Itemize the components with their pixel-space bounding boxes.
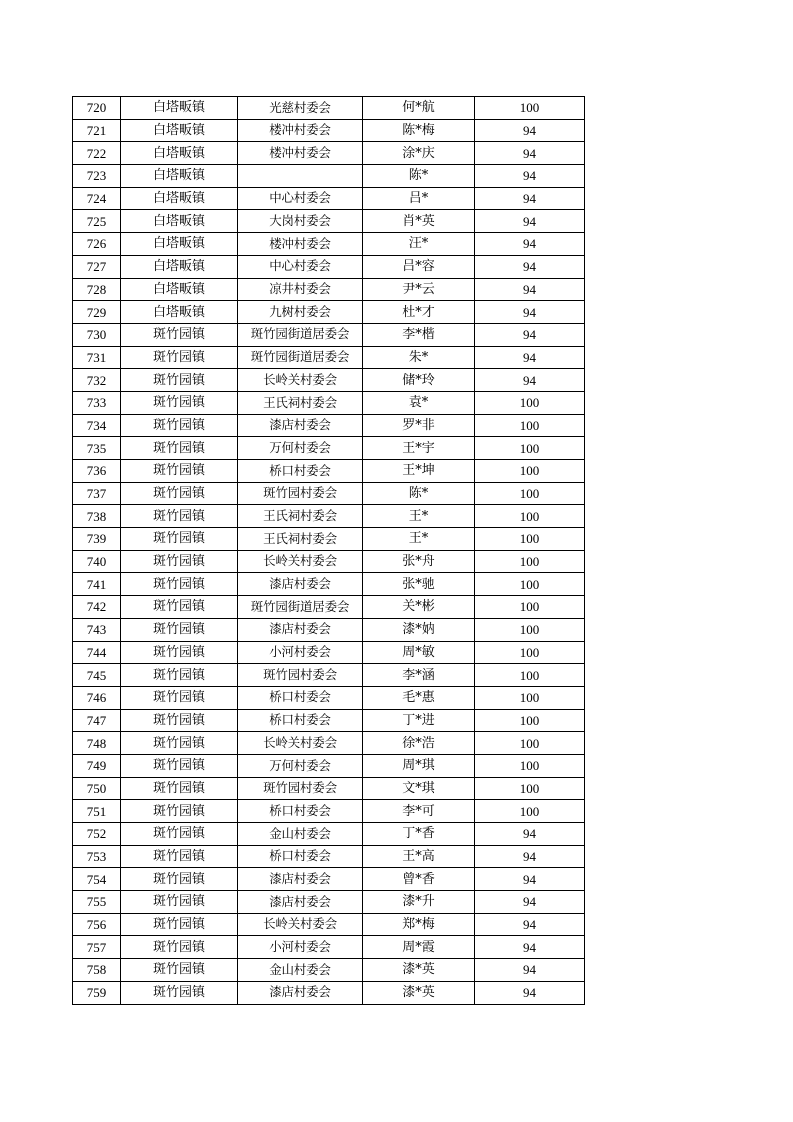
town-cell: 斑竹园镇: [121, 596, 238, 619]
row-number-cell: 738: [73, 505, 121, 528]
person-name-cell: 李*可: [363, 800, 475, 823]
village-committee-cell: 漆店村委会: [238, 981, 363, 1004]
table-row: [73, 165, 585, 188]
person-name-cell: 王*高: [363, 845, 475, 868]
score-cell: 100: [475, 686, 585, 709]
score-cell: 100: [475, 97, 585, 120]
row-number-cell: 753: [73, 845, 121, 868]
person-name-cell: 漆*英: [363, 959, 475, 982]
person-name-cell: 王*坤: [363, 460, 475, 483]
table-row: [73, 959, 585, 982]
town-cell: 斑竹园镇: [121, 981, 238, 1004]
village-committee-cell: 大岗村委会: [238, 210, 363, 233]
table-row: [73, 301, 585, 324]
person-name-cell: 张*舟: [363, 550, 475, 573]
table-row: [73, 641, 585, 664]
person-name-cell: 肖*英: [363, 210, 475, 233]
village-committee-cell: 楼冲村委会: [238, 142, 363, 165]
town-cell: 斑竹园镇: [121, 823, 238, 846]
score-cell: 94: [475, 981, 585, 1004]
row-number-cell: 759: [73, 981, 121, 1004]
town-cell: 斑竹园镇: [121, 959, 238, 982]
village-committee-cell: 桥口村委会: [238, 686, 363, 709]
table-body: [73, 97, 585, 1005]
person-name-cell: 陈*: [363, 165, 475, 188]
table-row: [73, 845, 585, 868]
person-name-cell: 杜*才: [363, 301, 475, 324]
score-cell: 94: [475, 868, 585, 891]
data-table: [72, 96, 585, 1005]
town-cell: 白塔畈镇: [121, 210, 238, 233]
person-name-cell: 张*驰: [363, 573, 475, 596]
table-row: [73, 505, 585, 528]
person-name-cell: 王*宇: [363, 437, 475, 460]
row-number-cell: 742: [73, 596, 121, 619]
person-name-cell: 涂*庆: [363, 142, 475, 165]
town-cell: 白塔畈镇: [121, 278, 238, 301]
person-name-cell: 何*航: [363, 97, 475, 120]
row-number-cell: 746: [73, 686, 121, 709]
table-row: [73, 686, 585, 709]
score-cell: 100: [475, 709, 585, 732]
score-cell: 100: [475, 460, 585, 483]
score-cell: 100: [475, 664, 585, 687]
person-name-cell: 漆*英: [363, 981, 475, 1004]
table-row: [73, 323, 585, 346]
village-committee-cell: 斑竹园街道居委会: [238, 596, 363, 619]
village-committee-cell: 斑竹园街道居委会: [238, 346, 363, 369]
score-cell: 100: [475, 596, 585, 619]
score-cell: 100: [475, 618, 585, 641]
row-number-cell: 724: [73, 187, 121, 210]
row-number-cell: 721: [73, 119, 121, 142]
town-cell: 白塔畈镇: [121, 301, 238, 324]
village-committee-cell: 万何村委会: [238, 754, 363, 777]
person-name-cell: 吕*容: [363, 255, 475, 278]
row-number-cell: 731: [73, 346, 121, 369]
score-cell: 100: [475, 777, 585, 800]
table-row: [73, 891, 585, 914]
village-committee-cell: 漆店村委会: [238, 618, 363, 641]
town-cell: 斑竹园镇: [121, 414, 238, 437]
village-committee-cell: 中心村委会: [238, 255, 363, 278]
table-row: [73, 573, 585, 596]
table-row: [73, 391, 585, 414]
row-number-cell: 730: [73, 323, 121, 346]
person-name-cell: 袁*: [363, 391, 475, 414]
row-number-cell: 758: [73, 959, 121, 982]
table-row: [73, 346, 585, 369]
person-name-cell: 陈*梅: [363, 119, 475, 142]
town-cell: 斑竹园镇: [121, 369, 238, 392]
score-cell: 100: [475, 550, 585, 573]
row-number-cell: 733: [73, 391, 121, 414]
score-cell: 100: [475, 437, 585, 460]
row-number-cell: 736: [73, 460, 121, 483]
table-row: [73, 777, 585, 800]
table-row: [73, 981, 585, 1004]
row-number-cell: 734: [73, 414, 121, 437]
person-name-cell: 陈*: [363, 482, 475, 505]
row-number-cell: 727: [73, 255, 121, 278]
table-row: [73, 823, 585, 846]
score-cell: 100: [475, 528, 585, 551]
row-number-cell: 743: [73, 618, 121, 641]
score-cell: 94: [475, 278, 585, 301]
person-name-cell: 关*彬: [363, 596, 475, 619]
person-name-cell: 李*楷: [363, 323, 475, 346]
table-row: [73, 142, 585, 165]
row-number-cell: 755: [73, 891, 121, 914]
score-cell: 94: [475, 823, 585, 846]
town-cell: 斑竹园镇: [121, 800, 238, 823]
town-cell: 斑竹园镇: [121, 437, 238, 460]
row-number-cell: 747: [73, 709, 121, 732]
village-committee-cell: 长岭关村委会: [238, 369, 363, 392]
score-cell: 94: [475, 959, 585, 982]
village-committee-cell: [238, 165, 363, 188]
row-number-cell: 748: [73, 732, 121, 755]
score-cell: 100: [475, 732, 585, 755]
table-row: [73, 210, 585, 233]
village-committee-cell: 长岭关村委会: [238, 550, 363, 573]
row-number-cell: 725: [73, 210, 121, 233]
score-cell: 100: [475, 800, 585, 823]
town-cell: 斑竹园镇: [121, 754, 238, 777]
village-committee-cell: 中心村委会: [238, 187, 363, 210]
row-number-cell: 757: [73, 936, 121, 959]
table-row: [73, 278, 585, 301]
row-number-cell: 737: [73, 482, 121, 505]
town-cell: 白塔畈镇: [121, 233, 238, 256]
table-row: [73, 732, 585, 755]
person-name-cell: 丁*香: [363, 823, 475, 846]
table-row: [73, 596, 585, 619]
row-number-cell: 751: [73, 800, 121, 823]
table-row: [73, 97, 585, 120]
table-row: [73, 437, 585, 460]
score-cell: 100: [475, 505, 585, 528]
person-name-cell: 毛*惠: [363, 686, 475, 709]
person-name-cell: 周*敏: [363, 641, 475, 664]
row-number-cell: 728: [73, 278, 121, 301]
person-name-cell: 周*琪: [363, 754, 475, 777]
row-number-cell: 720: [73, 97, 121, 120]
town-cell: 斑竹园镇: [121, 482, 238, 505]
row-number-cell: 745: [73, 664, 121, 687]
row-number-cell: 735: [73, 437, 121, 460]
village-committee-cell: 楼冲村委会: [238, 119, 363, 142]
town-cell: 斑竹园镇: [121, 845, 238, 868]
score-cell: 100: [475, 414, 585, 437]
row-number-cell: 744: [73, 641, 121, 664]
town-cell: 斑竹园镇: [121, 777, 238, 800]
score-cell: 94: [475, 936, 585, 959]
village-committee-cell: 万何村委会: [238, 437, 363, 460]
score-cell: 94: [475, 891, 585, 914]
score-cell: 94: [475, 119, 585, 142]
town-cell: 斑竹园镇: [121, 891, 238, 914]
town-cell: 斑竹园镇: [121, 528, 238, 551]
person-name-cell: 储*玲: [363, 369, 475, 392]
village-committee-cell: 光慈村委会: [238, 97, 363, 120]
town-cell: 斑竹园镇: [121, 323, 238, 346]
row-number-cell: 750: [73, 777, 121, 800]
score-cell: 94: [475, 346, 585, 369]
person-name-cell: 罗*非: [363, 414, 475, 437]
town-cell: 斑竹园镇: [121, 346, 238, 369]
person-name-cell: 丁*进: [363, 709, 475, 732]
village-committee-cell: 金山村委会: [238, 823, 363, 846]
score-cell: 94: [475, 187, 585, 210]
town-cell: 白塔畈镇: [121, 187, 238, 210]
person-name-cell: 李*涵: [363, 664, 475, 687]
table-row: [73, 460, 585, 483]
town-cell: 斑竹园镇: [121, 709, 238, 732]
town-cell: 斑竹园镇: [121, 550, 238, 573]
person-name-cell: 漆*升: [363, 891, 475, 914]
table-row: [73, 528, 585, 551]
score-cell: 94: [475, 369, 585, 392]
village-committee-cell: 桥口村委会: [238, 460, 363, 483]
village-committee-cell: 长岭关村委会: [238, 913, 363, 936]
table-row: [73, 482, 585, 505]
table-row: [73, 233, 585, 256]
person-name-cell: 王*: [363, 505, 475, 528]
table-row: [73, 754, 585, 777]
town-cell: 斑竹园镇: [121, 618, 238, 641]
town-cell: 斑竹园镇: [121, 868, 238, 891]
score-cell: 94: [475, 845, 585, 868]
score-cell: 100: [475, 641, 585, 664]
row-number-cell: 749: [73, 754, 121, 777]
row-number-cell: 740: [73, 550, 121, 573]
village-committee-cell: 金山村委会: [238, 959, 363, 982]
row-number-cell: 756: [73, 913, 121, 936]
table-row: [73, 550, 585, 573]
town-cell: 白塔畈镇: [121, 142, 238, 165]
village-committee-cell: 漆店村委会: [238, 414, 363, 437]
person-name-cell: 文*琪: [363, 777, 475, 800]
village-committee-cell: 斑竹园村委会: [238, 482, 363, 505]
table-row: [73, 255, 585, 278]
village-committee-cell: 斑竹园村委会: [238, 664, 363, 687]
town-cell: 斑竹园镇: [121, 732, 238, 755]
person-name-cell: 汪*: [363, 233, 475, 256]
village-committee-cell: 桥口村委会: [238, 709, 363, 732]
table-row: [73, 618, 585, 641]
village-committee-cell: 凉井村委会: [238, 278, 363, 301]
table-row: [73, 936, 585, 959]
village-committee-cell: 王氏祠村委会: [238, 391, 363, 414]
score-cell: 94: [475, 255, 585, 278]
table-row: [73, 187, 585, 210]
village-committee-cell: 王氏祠村委会: [238, 505, 363, 528]
village-committee-cell: 九树村委会: [238, 301, 363, 324]
score-cell: 94: [475, 165, 585, 188]
person-name-cell: 漆*妠: [363, 618, 475, 641]
row-number-cell: 732: [73, 369, 121, 392]
table-row: [73, 119, 585, 142]
score-cell: 94: [475, 301, 585, 324]
town-cell: 斑竹园镇: [121, 686, 238, 709]
row-number-cell: 723: [73, 165, 121, 188]
person-name-cell: 曾*香: [363, 868, 475, 891]
person-name-cell: 吕*: [363, 187, 475, 210]
town-cell: 斑竹园镇: [121, 664, 238, 687]
person-name-cell: 朱*: [363, 346, 475, 369]
row-number-cell: 741: [73, 573, 121, 596]
village-committee-cell: 楼冲村委会: [238, 233, 363, 256]
table-row: [73, 868, 585, 891]
row-number-cell: 722: [73, 142, 121, 165]
row-number-cell: 739: [73, 528, 121, 551]
town-cell: 白塔畈镇: [121, 255, 238, 278]
score-cell: 100: [475, 391, 585, 414]
town-cell: 斑竹园镇: [121, 913, 238, 936]
row-number-cell: 726: [73, 233, 121, 256]
score-cell: 94: [475, 323, 585, 346]
village-committee-cell: 漆店村委会: [238, 868, 363, 891]
person-name-cell: 王*: [363, 528, 475, 551]
village-committee-cell: 斑竹园村委会: [238, 777, 363, 800]
village-committee-cell: 漆店村委会: [238, 573, 363, 596]
village-committee-cell: 漆店村委会: [238, 891, 363, 914]
person-name-cell: 周*霞: [363, 936, 475, 959]
village-committee-cell: 王氏祠村委会: [238, 528, 363, 551]
table-row: [73, 414, 585, 437]
table-row: [73, 709, 585, 732]
score-cell: 94: [475, 210, 585, 233]
score-cell: 94: [475, 142, 585, 165]
village-committee-cell: 小河村委会: [238, 641, 363, 664]
score-cell: 94: [475, 913, 585, 936]
village-committee-cell: 斑竹园街道居委会: [238, 323, 363, 346]
person-name-cell: 尹*云: [363, 278, 475, 301]
village-committee-cell: 长岭关村委会: [238, 732, 363, 755]
town-cell: 斑竹园镇: [121, 641, 238, 664]
row-number-cell: 752: [73, 823, 121, 846]
table-row: [73, 800, 585, 823]
score-cell: 94: [475, 233, 585, 256]
town-cell: 白塔畈镇: [121, 165, 238, 188]
table-row: [73, 913, 585, 936]
town-cell: 白塔畈镇: [121, 97, 238, 120]
town-cell: 斑竹园镇: [121, 460, 238, 483]
town-cell: 斑竹园镇: [121, 391, 238, 414]
row-number-cell: 754: [73, 868, 121, 891]
village-committee-cell: 桥口村委会: [238, 800, 363, 823]
table-row: [73, 369, 585, 392]
village-committee-cell: 桥口村委会: [238, 845, 363, 868]
person-name-cell: 徐*浩: [363, 732, 475, 755]
score-cell: 100: [475, 482, 585, 505]
town-cell: 白塔畈镇: [121, 119, 238, 142]
table-row: [73, 664, 585, 687]
town-cell: 斑竹园镇: [121, 505, 238, 528]
score-cell: 100: [475, 573, 585, 596]
town-cell: 斑竹园镇: [121, 573, 238, 596]
row-number-cell: 729: [73, 301, 121, 324]
person-name-cell: 郑*梅: [363, 913, 475, 936]
town-cell: 斑竹园镇: [121, 936, 238, 959]
score-cell: 100: [475, 754, 585, 777]
village-committee-cell: 小河村委会: [238, 936, 363, 959]
